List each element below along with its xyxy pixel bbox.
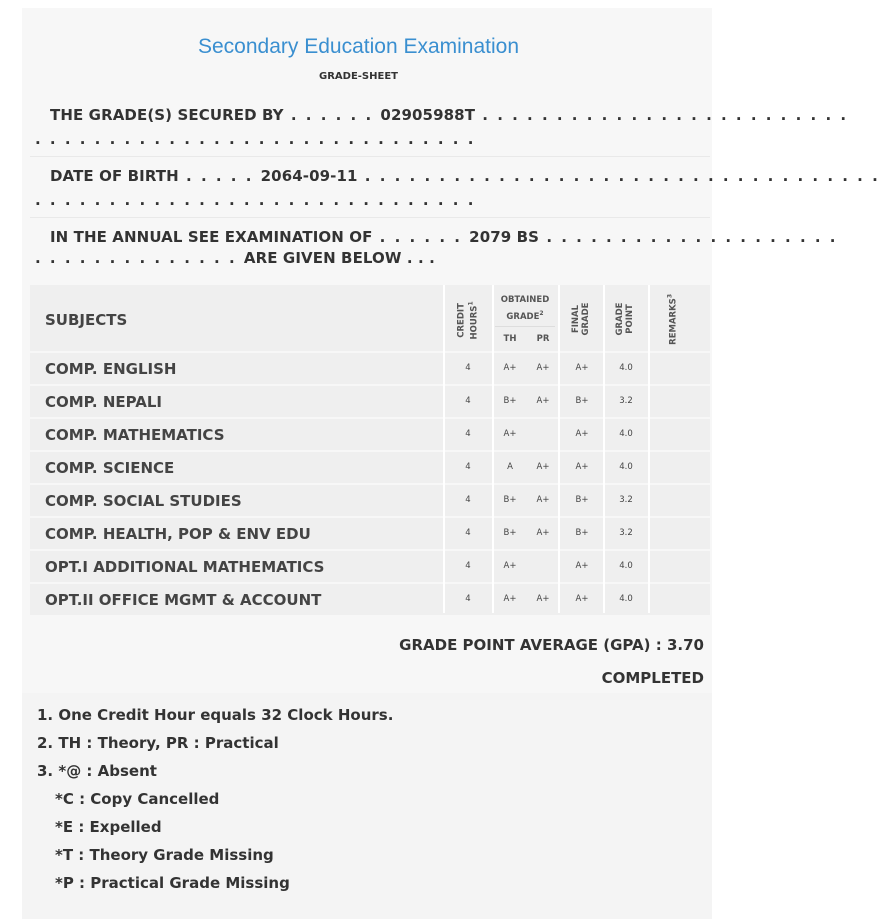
grade-point-cell: 3.2 bbox=[619, 396, 633, 406]
credit-hours-cell: 4 bbox=[465, 363, 471, 373]
dot-leader: . . . . . bbox=[178, 167, 261, 185]
footnote-ref: 1 bbox=[467, 301, 475, 306]
dot-leader: . . . . . . . . . . . . . . . . . . . . . . . . . . . . . . bbox=[35, 130, 476, 148]
divider bbox=[30, 156, 710, 157]
credit-hours-cell: 4 bbox=[465, 429, 471, 439]
practical-grade-cell: A+ bbox=[536, 528, 550, 538]
footnote-ref: 3 bbox=[666, 293, 674, 299]
subject-name: COMP. HEALTH, POP & ENV EDU bbox=[45, 525, 311, 543]
theory-grade-cell: B+ bbox=[503, 396, 517, 406]
subject-name: COMP. SCIENCE bbox=[45, 459, 175, 477]
page-subtitle: GRADE-SHEET bbox=[319, 71, 398, 82]
grade-point-cell: 4.0 bbox=[619, 462, 633, 472]
final-grade-cell: B+ bbox=[575, 495, 589, 505]
practical-grade-cell: A+ bbox=[536, 594, 550, 604]
dot-leader: . . . . . . bbox=[283, 106, 381, 124]
table-header bbox=[30, 285, 710, 351]
credit-hours-cell: 4 bbox=[465, 495, 471, 505]
col-obtained-grade bbox=[495, 293, 555, 324]
col-credit-line2: HOURS bbox=[469, 305, 480, 340]
grade-point-cell: 4.0 bbox=[619, 561, 633, 571]
practical-grade-cell: A+ bbox=[536, 363, 550, 373]
theory-grade-cell: A+ bbox=[503, 429, 517, 439]
subject-name: OPT.II OFFICE MGMT & ACCOUNT bbox=[45, 591, 322, 609]
secured-by-line bbox=[50, 106, 848, 124]
grade-point-cell: 4.0 bbox=[619, 429, 633, 439]
dot-leader: . . . . . . . . . . . . . . . . . . . . bbox=[539, 228, 838, 246]
final-grade-cell: A+ bbox=[575, 363, 589, 373]
footnote-ref: 2 bbox=[539, 310, 544, 317]
column-separator bbox=[648, 285, 650, 613]
col-th: TH bbox=[503, 334, 517, 344]
dot-leader: . . . . . . . . . . . . . . . . . . . . . . . . . . . . . . bbox=[35, 191, 476, 209]
subject-name: COMP. SOCIAL STUDIES bbox=[45, 492, 242, 510]
final-grade-cell: A+ bbox=[575, 594, 589, 604]
credit-hours-cell: 4 bbox=[465, 594, 471, 604]
gpa-label: GRADE POINT AVERAGE (GPA) : bbox=[399, 636, 662, 654]
final-grade-cell: A+ bbox=[575, 462, 589, 472]
note-item: *E : Expelled bbox=[55, 818, 162, 836]
note-item: *C : Copy Cancelled bbox=[55, 790, 220, 808]
final-grade-cell: A+ bbox=[575, 561, 589, 571]
col-gp-line1: GRADE bbox=[615, 302, 625, 336]
theory-grade-cell: B+ bbox=[503, 495, 517, 505]
credit-hours-cell: 4 bbox=[465, 528, 471, 538]
col-grade-point bbox=[615, 289, 635, 349]
final-grade-cell: A+ bbox=[575, 429, 589, 439]
note-item: 1. One Credit Hour equals 32 Clock Hours. bbox=[37, 706, 394, 724]
practical-grade-cell: A+ bbox=[536, 396, 550, 406]
subject-name: OPT.I ADDITIONAL MATHEMATICS bbox=[45, 558, 325, 576]
dot-leader: . . . . . . . . . . . . . . . . . . . . . . . . . . . . . . . . . . . bbox=[357, 167, 880, 185]
grade-point-cell: 4.0 bbox=[619, 363, 633, 373]
note-item: *P : Practical Grade Missing bbox=[55, 874, 290, 892]
final-grade-cell: B+ bbox=[575, 396, 589, 406]
credit-hours-cell: 4 bbox=[465, 561, 471, 571]
divider bbox=[30, 217, 710, 218]
dot-leader: . . . . . . . . . . . . . . . . . . . . . . . . . bbox=[475, 106, 849, 124]
dob-line bbox=[50, 167, 880, 185]
dot-leader: . . . . . . bbox=[372, 228, 470, 246]
secured-by-label: THE GRADE(S) SECURED BY bbox=[50, 106, 284, 124]
theory-grade-cell: B+ bbox=[503, 528, 517, 538]
credit-hours-cell: 4 bbox=[465, 396, 471, 406]
column-separator bbox=[603, 285, 605, 613]
theory-grade-cell: A+ bbox=[503, 561, 517, 571]
col-remarks-label: REMARKS bbox=[668, 298, 679, 345]
credit-hours-cell: 4 bbox=[465, 462, 471, 472]
theory-grade-cell: A+ bbox=[503, 363, 517, 373]
col-subjects: SUBJECTS bbox=[45, 311, 128, 329]
grade-point-cell: 3.2 bbox=[619, 495, 633, 505]
gpa-line bbox=[399, 636, 704, 654]
exam-label: IN THE ANNUAL SEE EXAMINATION OF bbox=[50, 228, 373, 246]
exam-year: 2079 BS bbox=[469, 228, 540, 246]
col-final-line2: GRADE bbox=[581, 302, 591, 336]
subject-name: COMP. NEPALI bbox=[45, 393, 163, 411]
symbol-number: 02905988T bbox=[380, 106, 476, 124]
col-final-line1: FINAL bbox=[571, 304, 581, 334]
subject-name: COMP. MATHEMATICS bbox=[45, 426, 225, 444]
gpa-value: 3.70 bbox=[666, 636, 704, 654]
column-separator bbox=[443, 285, 445, 613]
col-credit-line1: CREDIT bbox=[456, 303, 467, 338]
dot-leader: . . . . . . . . . . . . . . bbox=[35, 249, 244, 267]
practical-grade-cell: A+ bbox=[536, 462, 550, 472]
col-credit-hours bbox=[457, 290, 480, 350]
note-item: 2. TH : Theory, PR : Practical bbox=[37, 734, 279, 752]
grade-point-cell: 3.2 bbox=[619, 528, 633, 538]
given-below-text: ARE GIVEN BELOW . . . bbox=[243, 249, 435, 267]
given-below-line bbox=[35, 249, 435, 267]
final-grade-cell: B+ bbox=[575, 528, 589, 538]
status-text: COMPLETED bbox=[601, 669, 704, 687]
col-gp-line2: POINT bbox=[625, 304, 635, 334]
col-obtained-line2: GRADE bbox=[506, 311, 540, 322]
col-remarks bbox=[666, 287, 679, 351]
grade-point-cell: 4.0 bbox=[619, 594, 633, 604]
note-item: *T : Theory Grade Missing bbox=[55, 846, 274, 864]
divider bbox=[495, 326, 555, 327]
subject-name: COMP. ENGLISH bbox=[45, 360, 177, 378]
col-pr: PR bbox=[536, 334, 550, 344]
column-separator bbox=[558, 285, 560, 613]
dob-label: DATE OF BIRTH bbox=[50, 167, 179, 185]
note-item: 3. *@ : Absent bbox=[37, 762, 157, 780]
col-final-grade bbox=[571, 289, 591, 349]
theory-grade-cell: A+ bbox=[503, 594, 517, 604]
practical-grade-cell: A+ bbox=[536, 495, 550, 505]
exam-line bbox=[50, 228, 838, 246]
page-title: Secondary Education Examination bbox=[197, 35, 520, 58]
theory-grade-cell: A bbox=[507, 462, 513, 472]
date-of-birth: 2064-09-11 bbox=[260, 167, 358, 185]
column-separator bbox=[492, 285, 494, 613]
col-obtained-line1: OBTAINED bbox=[500, 295, 550, 305]
